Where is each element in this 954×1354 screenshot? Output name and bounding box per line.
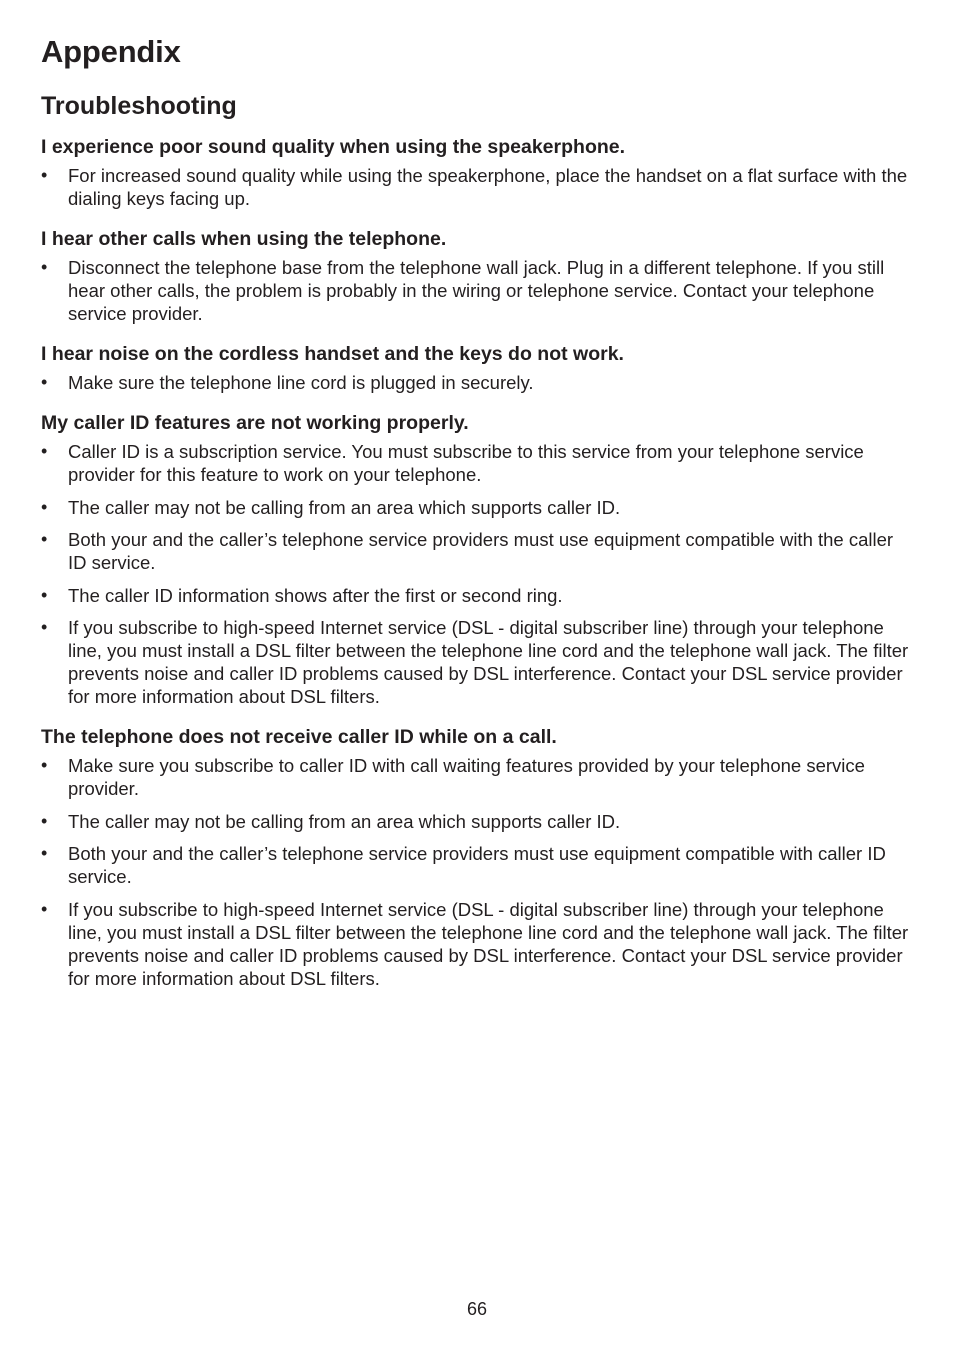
solution-text: Disconnect the telephone base from the telephone wall jack. Plug in a different telephone. If you still hear other calls, the problem is probably in the wiring or telephone service. Contact your telephone service provider.	[68, 257, 885, 324]
solution-text: Make sure you subscribe to caller ID with call waiting features provided by your telephone service provider.	[68, 755, 865, 799]
solution-text: Make sure the telephone line cord is plugged in securely.	[68, 372, 534, 393]
solution-text: If you subscribe to high-speed Internet service (DSL - digital subscriber line) through your telephone line, you must install a DSL filter between the telephone line cord and the telephone wall jack. The filter prevents noise and caller ID problems caused by DSL interference. Contact your DSL service provider for more information about DSL filters.	[68, 898, 909, 989]
bullet-icon: •	[41, 496, 48, 517]
page-title: Appendix	[41, 34, 181, 69]
troubleshooting-content	[41, 134, 911, 1006]
solution-text: If you subscribe to high-speed Internet service (DSL - digital subscriber line) through your telephone line, you must install a DSL filter between the telephone line cord and the telephone wall jack. The filter prevents noise and caller ID problems caused by DSL interference. Contact your DSL service provider for more information about DSL filters.	[68, 617, 909, 707]
solution-list	[41, 440, 911, 708]
bullet-icon: •	[41, 257, 48, 277]
issue-group	[41, 134, 911, 210]
bullet-icon: •	[41, 810, 48, 831]
solution-item	[41, 440, 911, 486]
issue-heading: The telephone does not receive caller ID while on a call.	[41, 726, 557, 748]
solution-item	[41, 528, 911, 574]
bullet-icon: •	[41, 441, 48, 461]
bullet-icon: •	[41, 843, 48, 863]
bullet-icon: •	[41, 755, 48, 775]
issue-heading: I hear other calls when using the telephone.	[41, 228, 447, 250]
bullet-icon: •	[41, 529, 48, 549]
solution-item	[41, 754, 911, 800]
bullet-icon: •	[41, 617, 48, 637]
issue-group	[41, 410, 911, 708]
solution-item	[41, 496, 911, 519]
issue-group	[41, 226, 911, 325]
solution-item	[41, 584, 911, 607]
solution-list	[41, 256, 911, 325]
solution-text: Both your and the caller’s telephone service providers must use equipment compatible with the caller ID service.	[68, 529, 894, 573]
solution-item	[41, 164, 911, 210]
issue-heading: My caller ID features are not working properly.	[41, 412, 469, 434]
solution-text: Both your and the caller’s telephone service providers must use equipment compatible with caller ID service.	[68, 843, 886, 887]
bullet-icon: •	[41, 372, 48, 392]
solution-item	[41, 616, 911, 708]
issue-heading: I experience poor sound quality when using the speakerphone.	[41, 136, 626, 158]
section-heading: Troubleshooting	[41, 92, 237, 120]
solution-item	[41, 810, 911, 833]
page-number: 66	[466, 1299, 488, 1319]
solution-item	[41, 898, 911, 990]
solution-text: The caller ID information shows after the first or second ring.	[68, 584, 563, 606]
solution-item	[41, 842, 911, 888]
bullet-icon: •	[41, 584, 48, 605]
solution-text: For increased sound quality while using the speakerphone, place the handset on a flat surface with the dialing keys facing up.	[68, 165, 908, 209]
issue-group	[41, 724, 911, 990]
solution-text: The caller may not be calling from an area which supports caller ID.	[68, 496, 621, 518]
solution-list	[41, 164, 911, 210]
solution-text: Caller ID is a subscription service. You must subscribe to this service from your telephone service provider for this feature to work on your telephone.	[68, 441, 864, 485]
bullet-icon: •	[41, 165, 48, 185]
solution-text: The caller may not be calling from an area which supports caller ID.	[68, 810, 621, 832]
solution-item	[41, 371, 911, 394]
bullet-icon: •	[41, 898, 48, 919]
solution-item	[41, 256, 911, 325]
issue-heading: I hear noise on the cordless handset and the keys do not work.	[41, 343, 624, 365]
solution-list	[41, 754, 911, 990]
issue-group	[41, 341, 911, 394]
solution-list	[41, 371, 911, 394]
